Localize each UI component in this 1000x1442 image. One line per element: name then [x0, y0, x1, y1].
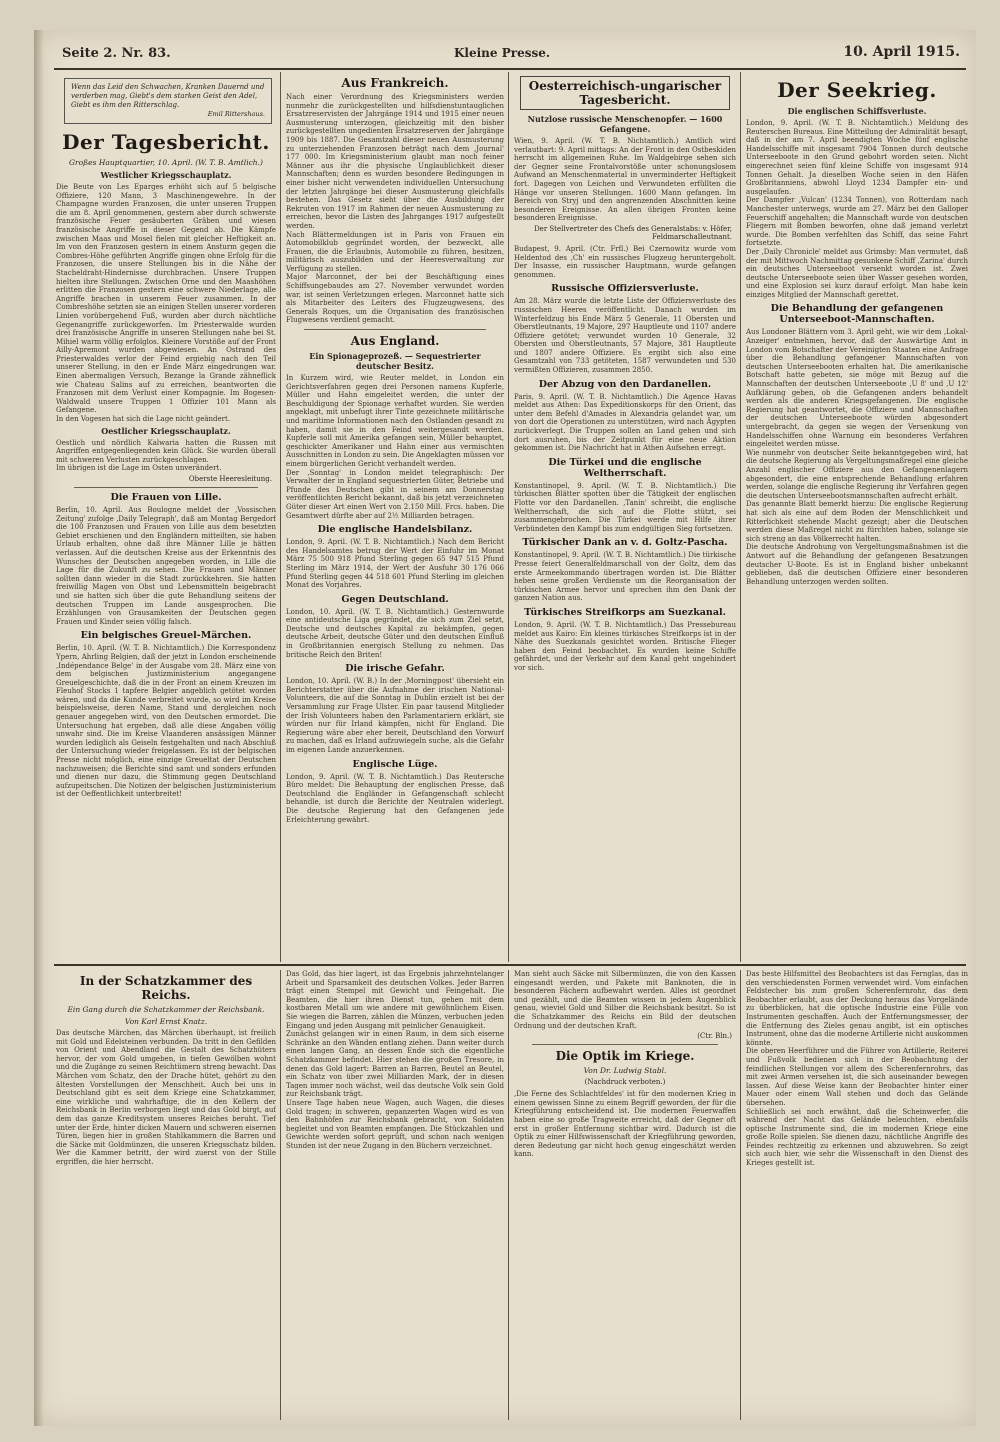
vosges-text: In den Vogesen hat sich die Lage nicht geändert. — [56, 415, 231, 424]
eastern-front-text: Oestlich und nördlich Kalwaria hatten die Russen mit Angriffen entgegenliegenden kein Glück. Sie wurden überall mit schweren Verlusten zurückgeschlagen. — [56, 438, 276, 464]
article-heading: Türkisches Streifkorps am Suezkanal. — [524, 606, 726, 618]
column-rule — [740, 970, 741, 1420]
article-heading: Russische Offiziersverluste. — [551, 283, 699, 295]
western-front-heading: Westlicher Kriegsschauplatz. — [100, 170, 232, 180]
article-heading: Die Behandlung der gefangenen Unterseeboot-Mannschaften. — [770, 303, 944, 326]
column-rule — [508, 72, 509, 962]
page-binding-shadow — [34, 30, 44, 1426]
article-text: Die deutsche Androhung von Vergeltungsmaßnahmen ist die Antwort auf die Behandlung der gefangenen Besatzungen deutscher U-Boote. Es ist in England bisher unbekannt geblieben, daß die deutschen Offiziere einer besonderen Behandlung unterzogen werden sollten. — [746, 543, 968, 586]
column-1 — [56, 72, 276, 962]
feuilleton-source: (Ctr. Bln.) — [697, 1032, 732, 1041]
feuilleton-author: Von Karl Ernst Knatz. — [124, 1017, 208, 1026]
feuilleton-text: Das Gold, das hier lagert, ist das Ergebnis jahrzehntelanger Arbeit und Sparsamkeit des deutschen Volkes. Jeder Barren trägt einen Stempel mit Gewicht und Feingehalt. Die Beamten, die hier ihren Dienst tun, gehen mit dem kostbaren Metall um wie andere mit gewöhnlichem Eisen. Sie wiegen die Barren, zählen die Münzen, verbuchen jeden Eingang und jeden Ausgang mit peinlicher Genauigkeit. — [286, 970, 504, 1030]
issue-date: 10. April 1915. — [843, 44, 960, 60]
article-text: London, 9. April. (W. T. B. Nichtamtlich.) Das Reutersche Büro meldet: Die Behauptung der englischen Presse, daß Deutschland die Engländer in Gefangenschaft schlecht behandle, ist durch die Berichte der Neutralen widerlegt. Die deutsche Regierung hat den Gefangenen jede Erleichterung gewährt. — [286, 772, 504, 824]
feuilleton-text: Unsere Tage haben neue Wagen, auch Wagen, die dieses Gold tragen; in schweren, gepanzerten Wagen wird es von den Bahnhöfen zur Reichsbank gebracht, von Soldaten begleitet und von Beamten empfangen. Die Stückzahlen und Gewichte werden sofort geprüft, und schon nach wenigen Stunden ist der neue Zugang in den Büchern verzeichnet. — [286, 1098, 504, 1150]
feuilleton-col-4 — [746, 970, 968, 1420]
article-text: Am 28. März wurde die letzte Liste der Offiziersverluste des russischen Heeres veröffentlicht. Danach wurden im Winterfeldzug bis Ende März 5 Generale, 11 Obersten und Oberstleutnants, 19 Majore, 297 Hauptleute und 1107 andere Offiziere getötet; verwundet wurden 10 Generale, 32 Obersten und Oberstleutnants, 57 Majore, 381 Hauptleute und 1807 andere Offiziere. Es ergibt sich also eine Gesamtzahl von 733 getöteten, 1587 verwundeten und 530 vermißten Offizieren, zusammen 2850. — [514, 297, 736, 375]
eastern-front-text-2: Im übrigen ist die Lage im Osten unverändert. — [56, 464, 222, 473]
reprint-note: (Nachdruck verboten.) — [584, 1078, 666, 1087]
column-rule — [280, 970, 281, 1420]
eastern-front-heading: Oestlicher Kriegsschauplatz. — [101, 425, 231, 436]
daily-report-title: Der Tagesbericht. — [62, 130, 270, 154]
masthead — [34, 40, 976, 66]
column-rule — [280, 72, 281, 962]
article-heading: Der Abzug von den Dardanellen. — [538, 378, 712, 390]
feuilleton-subtitle: Ein Gang durch die Schatzkammer der Reichsbank. — [67, 1005, 265, 1014]
article-text: Konstantinopel, 9. April. (W. T. B. Nichtamtlich.) Die türkischen Blätter spotten über die Tätigkeit der englischen Flotte vor den Dardanellen. ‚Tanin' schreibt, die englische Weltherrschaft, die sich auf die Flotte stützt, sei zusammengebrochen. Die Türkei werde mit Hilfe ihrer Verbündeten den Kampf bis zum endgültigen Sieg fortsetzen. — [514, 481, 736, 533]
newspaper-name: Kleine Presse. — [454, 46, 551, 60]
western-front-text: Die Beute von Les Eparges erhöht sich auf 5 belgische Offiziere, 120 Mann, 3 Maschinengewehre. In der Champagne wurden Franzosen, die unter unseren Truppen die am 8. April genommenen, gestern aber durch schwerste französische Feuer gesäuberten Gräben und wiesen französische Angriffe in dieser Gegend ab. Die Kämpfe zwischen Maas und Mosel fielen mit gleicher Heftigkeit an. Im von den Franzosen gestern in einem Ansturm gegen die Combres-Höhe geführten Angriffe gingen ohne Erfolg für die Franzosen, die unsere Stellungen bis in die Nähe der Stacheldraht-Hindernisse durchbrachen. Unsere Truppen hielten ihre Stellungen. Zwischen Orne und den Maashöhen erlitten die Franzosen gestern eine schwere Niederlage, alle Angriffe brachen in unserem Feuer zusammen. In der Combreshöhe setzten sie an einigen Stellen unserer vorderen Linien vorübergehend Fuß, wurden aber durch nächtliche Gegenangriffe zurückgeworfen. Im Priesterwalde wurden drei französische Angriffe in unseren Stellungen nahe bei St. Mihiel warm völlig erfolglos. Kleinere Vorstöße auf der Front Ailly-Apremont wurden abgewiesen. An Ostrand des Priesterwaldes verlor der Feind ergiebig nach den Teil unserer Stellung, in den er Ende März eingedrungen war. Einen abermaligen Versuch, Bezange la Grande zähneflick wie Chateau Salins auf zu erreichen, beantworten die Franzosen mit dem Verlust einer Kompagnie. Im Bogesen-Waldwald unsere Truppen 1 Offizier 101 Mann als Gefangene. — [56, 183, 276, 415]
column-2 — [286, 72, 504, 962]
motto-box — [64, 78, 272, 124]
page-number: Seite 2. Nr. 83. — [62, 46, 171, 61]
austrian-report-title: Oesterreichisch-ungarischer Tagesbericht. — [520, 76, 730, 110]
article-heading: Gegen Deutschland. — [341, 593, 449, 605]
article-text: Nach einer Verordnung des Kriegsministers werden nunmehr die zurückgestellten und hilfsdienstuntauglichen Ersatzreservisten der Jahrgänge 1914 und 1915 einer neuen Ausmusterung unterzogen, gleichzeitig mit den bisher zurückgestellten ungedienten Ersatzreserven der Jahrgänge 1909 bis 1887. Die Gesamtzahl dieser neuen Ausmusterung zu unterziehenden Franzosen beträgt nach dem ‚Journal' 177 000. Im Kriegsministerium glaubt man noch feiner Männer aus ihr die physische Unglaublichkeit dieser Mannschaften; denn es wurden besondere Bedingungen in einer bisher nicht verwendeten individuellen Untersuchung der letzten Jahrgänge bei dieser Ausmusterung gleichfalls bestehen. Das Gesetz sieht über die Ausbildung der Rekruten von 1917 im Rahmen der neuen Ausmusterung zu erreichen, bevor die Listen des Jahrganges 1917 aufgestellt werden. — [286, 93, 504, 230]
column-4 — [746, 72, 968, 962]
article-heading: Die Türkei und die englische Weltherrschaft. — [548, 456, 702, 479]
feuilleton-text: Zunächst gelangen wir in einen Raum, in dem sich eiserne Schränke an den Wänden entlang ziehen. Dann weiter durch einen langen Gang, an dessen Ende sich die eigentliche Schatzkammer befindet. Hier stehen die großen Tresore, in denen das Gold lagert: Barren an Barren, Beutel an Beutel, ein Schatz von über zwei Milliarden Mark, der in diesen Tagen immer noch wächst, weil das deutsche Volk sein Gold zur Reichsbank trägt. — [286, 1030, 504, 1099]
article-subheading: Ein Spionageprozeß. — Sequestrierter deutscher Besitz. — [309, 351, 481, 372]
article-text: Wie nunmehr von deutscher Seite bekanntgegeben wird, hat die deutsche Regierung als Vergeltungsmaßregel eine gleiche Anzahl englischer Offiziere aus den Gefangenenlagern abgesondert, die eine entsprechende Behandlung erfahren werden, solange die englische Regierung ihr Verfahren gegen die deutschen Unterseebootsmannschaften aufrecht erhält. — [746, 448, 968, 500]
article-text: London, 9. April. (W. T. B. Nichtamtlich.) Das Pressebureau meldet aus Kairo: Ein kleines türkisches Streifkorps ist in der Nähe des Suezkanals gesichtet worden. Britische Flieger haben den Feind beobachtet. Es wurden keine Schiffe gefährdet, und der Verkehr auf dem Kanal geht ungehindert vor sich. — [514, 620, 736, 672]
daily-report-dateline: Großes Hauptquartier, 10. April. (W. T. B. Amtlich.) — [69, 158, 263, 167]
article-heading: Aus England. — [350, 334, 440, 349]
column-3 — [514, 72, 736, 962]
optics-text: Die oberen Heerführer und die Führer von Artillerie, Reiterei und Fußvolk bedienen sich in der Beobachtung der feindlichen Stellungen vor allem des Scherenfernrohrs, das mit zwei Armen versehen ist, die sich auseinander bewegen lassen. Auf diese Weise kann der Beobachter hinter einer Mauer oder einem Wall stehen und doch das Gelände übersehen. — [746, 1047, 968, 1107]
naval-war-title: Der Seekrieg. — [777, 78, 937, 102]
article-text: Paris, 9. April. (W. T. B. Nichtamtlich.) Die Agence Havas meldet aus Athen: Das Expeditionskorps für den Orient, das unter dem Befehl d'Amades in Alexandria gelandet war, um von dort die Operationen zu unterstützen, wird nach Ägypten zurückverlegt. Die Truppen sollen an Land gehen und sich dort ausruhen, bis der Zeitpunkt für eine neue Aktion gekommen ist. Die Nachricht hat in Athen Aufsehen erregt. — [514, 392, 736, 453]
feuilleton-rule — [54, 964, 966, 966]
feuilleton-text: Man sieht auch Säcke mit Silbermünzen, die von den Kassen eingesandt werden, und Pakete mit Banknoten, die in besonderen Fächern aufbewahrt werden. Alles ist geordnet und gezählt, und die Beamten wissen in jedem Augenblick genau, wieviel Gold und Silber die Reichsbank besitzt. So ist die Schatzkammer des Reichs ein Bild der deutschen Ordnung und der deutschen Kraft. — [514, 970, 736, 1030]
article-text: Berlin, 10. April. Aus Boulogne meldet der ‚Vossischen Zeitung' zufolge ‚Daily Telegraph', daß am Montag Bergedorf die 100 Franzosen und Frauen von Lille aus dem besetzten Gebiet erschienen und den Engländern mitteilten, sie haben Urlaub erhalten, ohne daß ihre Männer Lille je hätten verlassen. Auf die deutschen Kreise aus der Erkenntnis des Wunsches der Deutschen angegeben worden, in Lille die Lage für die Zukunft zu sehen. Die Frauen und Männer sollten dann wieder in die Stadt zurückkehren. Sie hatten freiwillig Magen von Obst und Lebensmitteln beigebracht und sie hatten sich über die gute Behandlung seitens der deutschen Truppen im Lande ausgesprochen. Die Erzählungen von Grausamkeiten der Deutschen gegen Frauen und Kinder seien völlig falsch. — [56, 506, 276, 626]
article-text: Nach Blättermeldungen ist in Paris von Frauen ein Automobilklub gegründet worden, der bezweckt, alle Frauen, die die Erlaubnis, Automobile zu führen, besitzen, militärisch auszubilden und der Heeresverwaltung zur Verfügung zu stellen. — [286, 230, 504, 273]
article-text: Aus Londoner Blättern vom 3. April geht, wie wir dem ‚Lokal-Anzeiger' entnehmen, hervor, daß der Auswärtige Amt in London vom Botschafter der Vereinigten Staaten eine Anfrage über die Behandlung gefangener Mannschaften von deutschen Unterseebooten erhalten hat. Die amerikanische Botschaft hatte gebeten, sie möge mit Bezug auf die Mannschaften der deutschen Unterseeboote ‚U 8' und ‚U 12' Aufklärung geben, ob die Gefangenen anders behandelt werden als die anderen Kriegsgefangenen. Die englische Regierung hat geantwortet, die Offiziere und Mannschaften der deutschen Unterseeboote würden abgesondert untergebracht, da gegen sie wegen der Versenkung von Handelsschiffen ohne Warnung ein besonderes Verfahren eingeleitet werden müsse. — [746, 328, 968, 449]
article-text: Konstantinopel, 9. April. (W. T. B. Nichtamtlich.) Die türkische Presse feiert Generalfeldmarschall von der Goltz, dem das erste Armeekommando übertragen worden ist. Die Blätter heben seine großen Verdienste um die Reorganisation der türkischen Armee hervor und sprechen ihm den Dank der ganzen Nation aus. — [514, 551, 736, 603]
column-rule — [740, 72, 741, 962]
article-heading: Die irische Gefahr. — [345, 663, 445, 675]
article-text: Wien, 9. April. (W. T. B. Nichtamtlich.) Amtlich wird verlautbart: 9. April mittags: An der Front in den Ostbeskiden herrscht im allgemeinen Ruhe. Im Waldgebirge sehen sich der Gegner seine Frontalvorstöße unter schonungslosem Aufwand an Menschenmaterial in unverminderter Heftigkeit fort. Dagegen von Leichen und Verwundeten erfüllten die Hänge vor unseren Stellungen. 1600 Mann gefangen. Im Bereich von Stryj und den angrenzenden Abschnitten keine besonderen Ereignisse. An allen übrigen Fronten keine besonderen Ereignisse. — [514, 137, 736, 223]
optics-text: Das beste Hilfsmittel des Beobachters ist das Fernglas, das in den verschiedensten Formen verwendet wird. Vom einfachen Feldstecher bis zum großen Scherenfernrohr, das dem Beobachter erlaubt, aus der Deckung heraus das Vorgelände zu überblicken, hat die optische Industrie eine Fülle von Instrumenten geschaffen. Auch der Entfernungsmesser, der die Entfernung des Zieles genau angibt, ist ein optisches Instrument, ohne das die moderne Artillerie nicht auskommen könnte. — [746, 970, 968, 1047]
article-heading: Die Frauen von Lille. — [110, 492, 222, 503]
motto-text: Wenn das Leid den Schwachen, Kranken Dauernd und verderben mag, Giebt's dem starken Geist den Adel, Giebt es ihm den Ritterschlag. — [71, 83, 265, 109]
optics-text: ‚Die Ferne des Schlachtfeldes' ist für den modernen Krieg in einem gewissen Sinne zu einem Begriff geworden, der für die Kriegführung entscheidend ist. Die modernen Feuerwaffen haben eine so große Tragweite erreicht, daß der Gegner oft erst in großer Entfernung sichtbar wird. Dadurch ist die Optik zu einer Hilfswissenschaft der Kriegführung geworden, deren Bedeutung gar nicht hoch genug eingeschätzt werden kann. — [514, 1090, 736, 1159]
feuilleton-text: Das deutsche Märchen, das Märchen überhaupt, ist freilich mit Gold und Edelsteinen verbunden. Da tritt in den Gefilden von Orient und Abendland die Gestalt des Schatzhüters hervor, der vom Gold umgeben, in tiefen Gewölben wohnt und die Zugänge zu seinen Reichtümern streng bewacht. Das Märchen vom Schatz, den der Drache hütet, gehört zu den ältesten Vorstellungen der Menschheit. Auch bei uns in Deutschland gibt es seit dem Kriege eine Schatzkammer, eine wirkliche und wahrhaftige, die in den Kellern der Reichsbank in Berlin verborgen liegt und das Gold birgt, auf dem das ganze Kreditsystem unseres Reiches beruht. Tief unter der Erde, hinter dicken Mauern und schweren eisernen Türen, liegen hier in großen Stahlkammern die Barren und die Säcke mit Goldmünzen, die unseren Kriegsschatz bilden. Wer die Kammer betritt, der wird zuerst von der Stille ergriffen, die hier herrscht. — [56, 1029, 276, 1166]
article-heading: Aus Frankreich. — [341, 76, 449, 90]
article-text: Der ‚Daily Chronicle' meldet aus Grimsby: Man vermutet, daß der mit Mittwoch Nachmittag gesunkene Schiff ‚Zarina' durch ein deutsches Unterseeboot versenkt worden ist. Zwei deutsche Unterseeboote seien über Wasser gesehen worden, und eine Explosion sei kurz darauf erfolgt. Man habe kein einziges Mitglied der Mannschaft gerettet. — [746, 247, 968, 299]
article-text: Berlin, 10. April. (W. T. B. Nichtamtlich.) Die Korrespondenz Ypern, Ahrling Belgien, daß der jetzt in London erscheinende ‚Indépendance Belge' in der Ausgabe vom 28. März eine von dem belgischen Justizministerium angegangene Greuelgeschichte, daß die in der Front an einem Kreuzen im Fleuhof Stocks 1 tapfere Belgier angeblich getötet worden wären, und da die Kunde verbreitet wurde, so wird im Kreise beispielsweise, deren Name, Stand und dergleichen noch genauer angegeben wird, von den Deutschen ermordet. Die Untersuchung hat ergeben, daß alle diese Angaben völlig unwahr sind. Die im Kreise Vlaanderen ansässigen Männer wurden lediglich als Geiseln festgehalten und nach Abschluß der Untersuchung wieder freigelassen. Es ist der belgischen Presse nicht möglich, eine einzige Greueltat der Deutschen nachzuweisen; die Berichte sind samt und sonders erfunden und dienen nur dazu, die Stimmung gegen Deutschland aufzupeitschen. Die Notizen der belgischen Justizministerium ist der Oeffentlichkeit unterbreitet! — [56, 644, 276, 799]
column-rule — [508, 970, 509, 1420]
article-text: In Kurzem wird, wie Reuter meldet, in London ein Gerichtsverfahren gegen drei Personen namens Kupferle, Müller und Hahn eingeleitet werden, die unter der Beschuldigung der Spionage verhaftet wurden. Sie werden angeklagt, mit unbefugt ihrer Tinte gezeichnete militärische und maritime Informationen nach den Ostlanden gesandt zu haben, damit sie in den Feind weitergesandt werden. Kupferle soll mit Amerika gefangen sein, Müller behauptet, geschickter Amerikaner und Hahn einer aus vermischten Ausschnitten in London zu sein. Die Angeklagten müssen vor einem bürgerlichen Gericht verhandelt werden. — [286, 374, 504, 468]
article-text: Das genannte Blatt bemerkt hierzu: Die englische Regierung hat sich als eine auf dem Boden der Menschlichkeit und Ritterlichkeit stehende Macht gezeigt; aber die Deutschen werden diese Maßregel nicht zu fürchten haben, solange sie sich streng an das Völkerrecht halten. — [746, 500, 968, 543]
article-text: London, 9. April. (W. T. B. Nichtamtlich.) Meldung des Reuterschen Bureaus. Eine Mitteilung der Admiralität besagt, daß in der am 7. April beendigten Woche fünf englische Handelsschiffe mit insgesamt 7904 Tonnen durch deutsche Unterseeboote in den Grund gebohrt worden seien. Nicht eingerechnet seien fünf kleine Schiffe von insgesamt 914 Tonnen Gehalt. Ja dieselben Woche seien in den Häfen Großbritanniens, abwohl Lloyd 1234 Dampfer ein- und ausgelaufen. — [746, 119, 968, 196]
masthead-rule — [54, 68, 966, 70]
article-text: Budapest, 9. April. (Ctr. Frfl.) Bei Czernowitz wurde vom Heldentod des ‚Ch' ein russisches Flugzeug heruntergeholt. Der Insasse, ein russischer Hauptmann, wurde gefangen genommen. — [514, 244, 736, 279]
newspaper-page — [34, 30, 976, 1426]
article-text: Major Marconnet, der bei der Beschäftigung eines Schiffsungebaudes am 27. November verwundet worden war, ist seinen Verletzungen erlegen. Marconnet hatte sich als Mitarbeiter des Leiters des Flugzeugwesens, des Generals Roques, um die Organisation des französischen Flugwesens verdient gemacht. — [286, 273, 504, 325]
feuilleton-col-2 — [286, 970, 504, 1420]
article-text: London, 9. April. (W. T. B. Nichtamtlich.) Nach dem Bericht des Handelsamtes betrug der Wert der Einfuhr im Monat März 75 500 918 Pfund Sterling gegen 65 947 515 Pfund Sterling im März 1914, der Wert der Ausfuhr 30 176 066 Pfund Sterling gegen 44 518 601 Pfund Sterling im gleichen Monat des Vorjahres. — [286, 538, 504, 590]
optics-text: Schließlich sei noch erwähnt, daß die Scheinwerfer, die während der Nacht das Gelände beleuchten, ebenfalls optische Instrumente sind, die im modernen Kriege eine große Rolle spielen. Sie dienen dazu, nächtliche Angriffe des Feindes rechtzeitig zu erkennen und abzuwehren. So zeigt sich auch hier, wie sehr die Wissenschaft in den Dienst des Krieges gestellt ist. — [746, 1107, 968, 1168]
optics-author: Von Dr. Ludwig Stabl. — [583, 1066, 667, 1076]
feuilleton-col-1 — [56, 970, 276, 1420]
motto-author: Emil Rittershaus. — [207, 110, 265, 118]
article-text: Der Dampfer ‚Vulcan' (1234 Tonnen), von Rotterdam nach Manchester unterwegs, wurde am 27. März bei den Galloper Feuerschiff angehalten; die Mannschaft wurde von deutschen Fliegern mit Bomben beworfen, ohne daß jemand verletzt wurde. Die Bomben verfehlten das Schiff, das seine Fahrt fortsetzte. — [746, 196, 968, 248]
article-text: London, 10. April. (W. T. B. Nichtamtlich.) Gesternwurde eine antideutsche Liga gegründet, die sich zum Ziel setzt, Deutsche und deutsches Kapital zu bekämpfen, gegen deutsche Arbeit, deutsche Güter und den deutschen Einfluß in Großbritannien energisch Stellung zu nehmen. Das britische Reich den Briten! — [286, 607, 504, 659]
article-heading: Türkischer Dank an v. d. Goltz-Pascha. — [522, 537, 728, 549]
feuilleton-col-3 — [514, 970, 736, 1420]
feuilleton-title: In der Schatzkammer des Reichs. — [79, 974, 253, 1002]
article-subheading: Nutzlose russische Menschenopfer. — 1600 Gefangene. — [527, 114, 723, 134]
army-command-signature: Oberste Heeresleitung. — [188, 475, 272, 483]
divider — [532, 1044, 718, 1045]
article-heading: Ein belgisches Greuel-Märchen. — [80, 630, 252, 642]
divider — [304, 329, 486, 330]
article-heading: Englische Lüge. — [352, 758, 438, 770]
staff-signature: Der Stellvertreter des Chefs des Generalstabs: v. Höfer, Feldmarschalleutnant. — [534, 224, 732, 241]
optics-title: Die Optik im Kriege. — [555, 1049, 695, 1064]
article-subheading: Die englischen Schiffsverluste. — [787, 106, 927, 116]
divider — [74, 487, 258, 488]
article-text: London, 10. April. (W. B.) In der ‚Morningpost' übersieht ein Berichterstatter über die Aufnahme der irischen National-Volunteers, die auf die Sonntag in Dublin erzielt ist bei der Versammlung zur Frage Ulster. Ein paar tausend Mitglieder der Irish Volunteers haben den Parlamentariern erklärt, sie würden nur für Irland kämpfen, nicht für England. Die Regierung wäre aber eher bereit, Deutschland den Vorwurf zu machen, daß es Irland aufzuwiegeln suche, als die Gefahr im eigenen Lande anzuerkennen. — [286, 677, 504, 754]
article-text: Der ‚Sonntag' in London meldet telegraphisch: Der Verwalter der in England sequestrierten Güter, Betriebe und Pfunde des Deutschen gibt in seinem am Donnerstag veröffentlichten Bericht bekannt, daß bis jetzt verzeichneten Güter dieser Art einen Wert von 2.150 Mill. Frcs. haben. Die Gesamtwert dürfte aber auf 2½ Milliarden betragen. — [286, 468, 504, 520]
article-heading: Die englische Handelsbilanz. — [317, 524, 473, 536]
